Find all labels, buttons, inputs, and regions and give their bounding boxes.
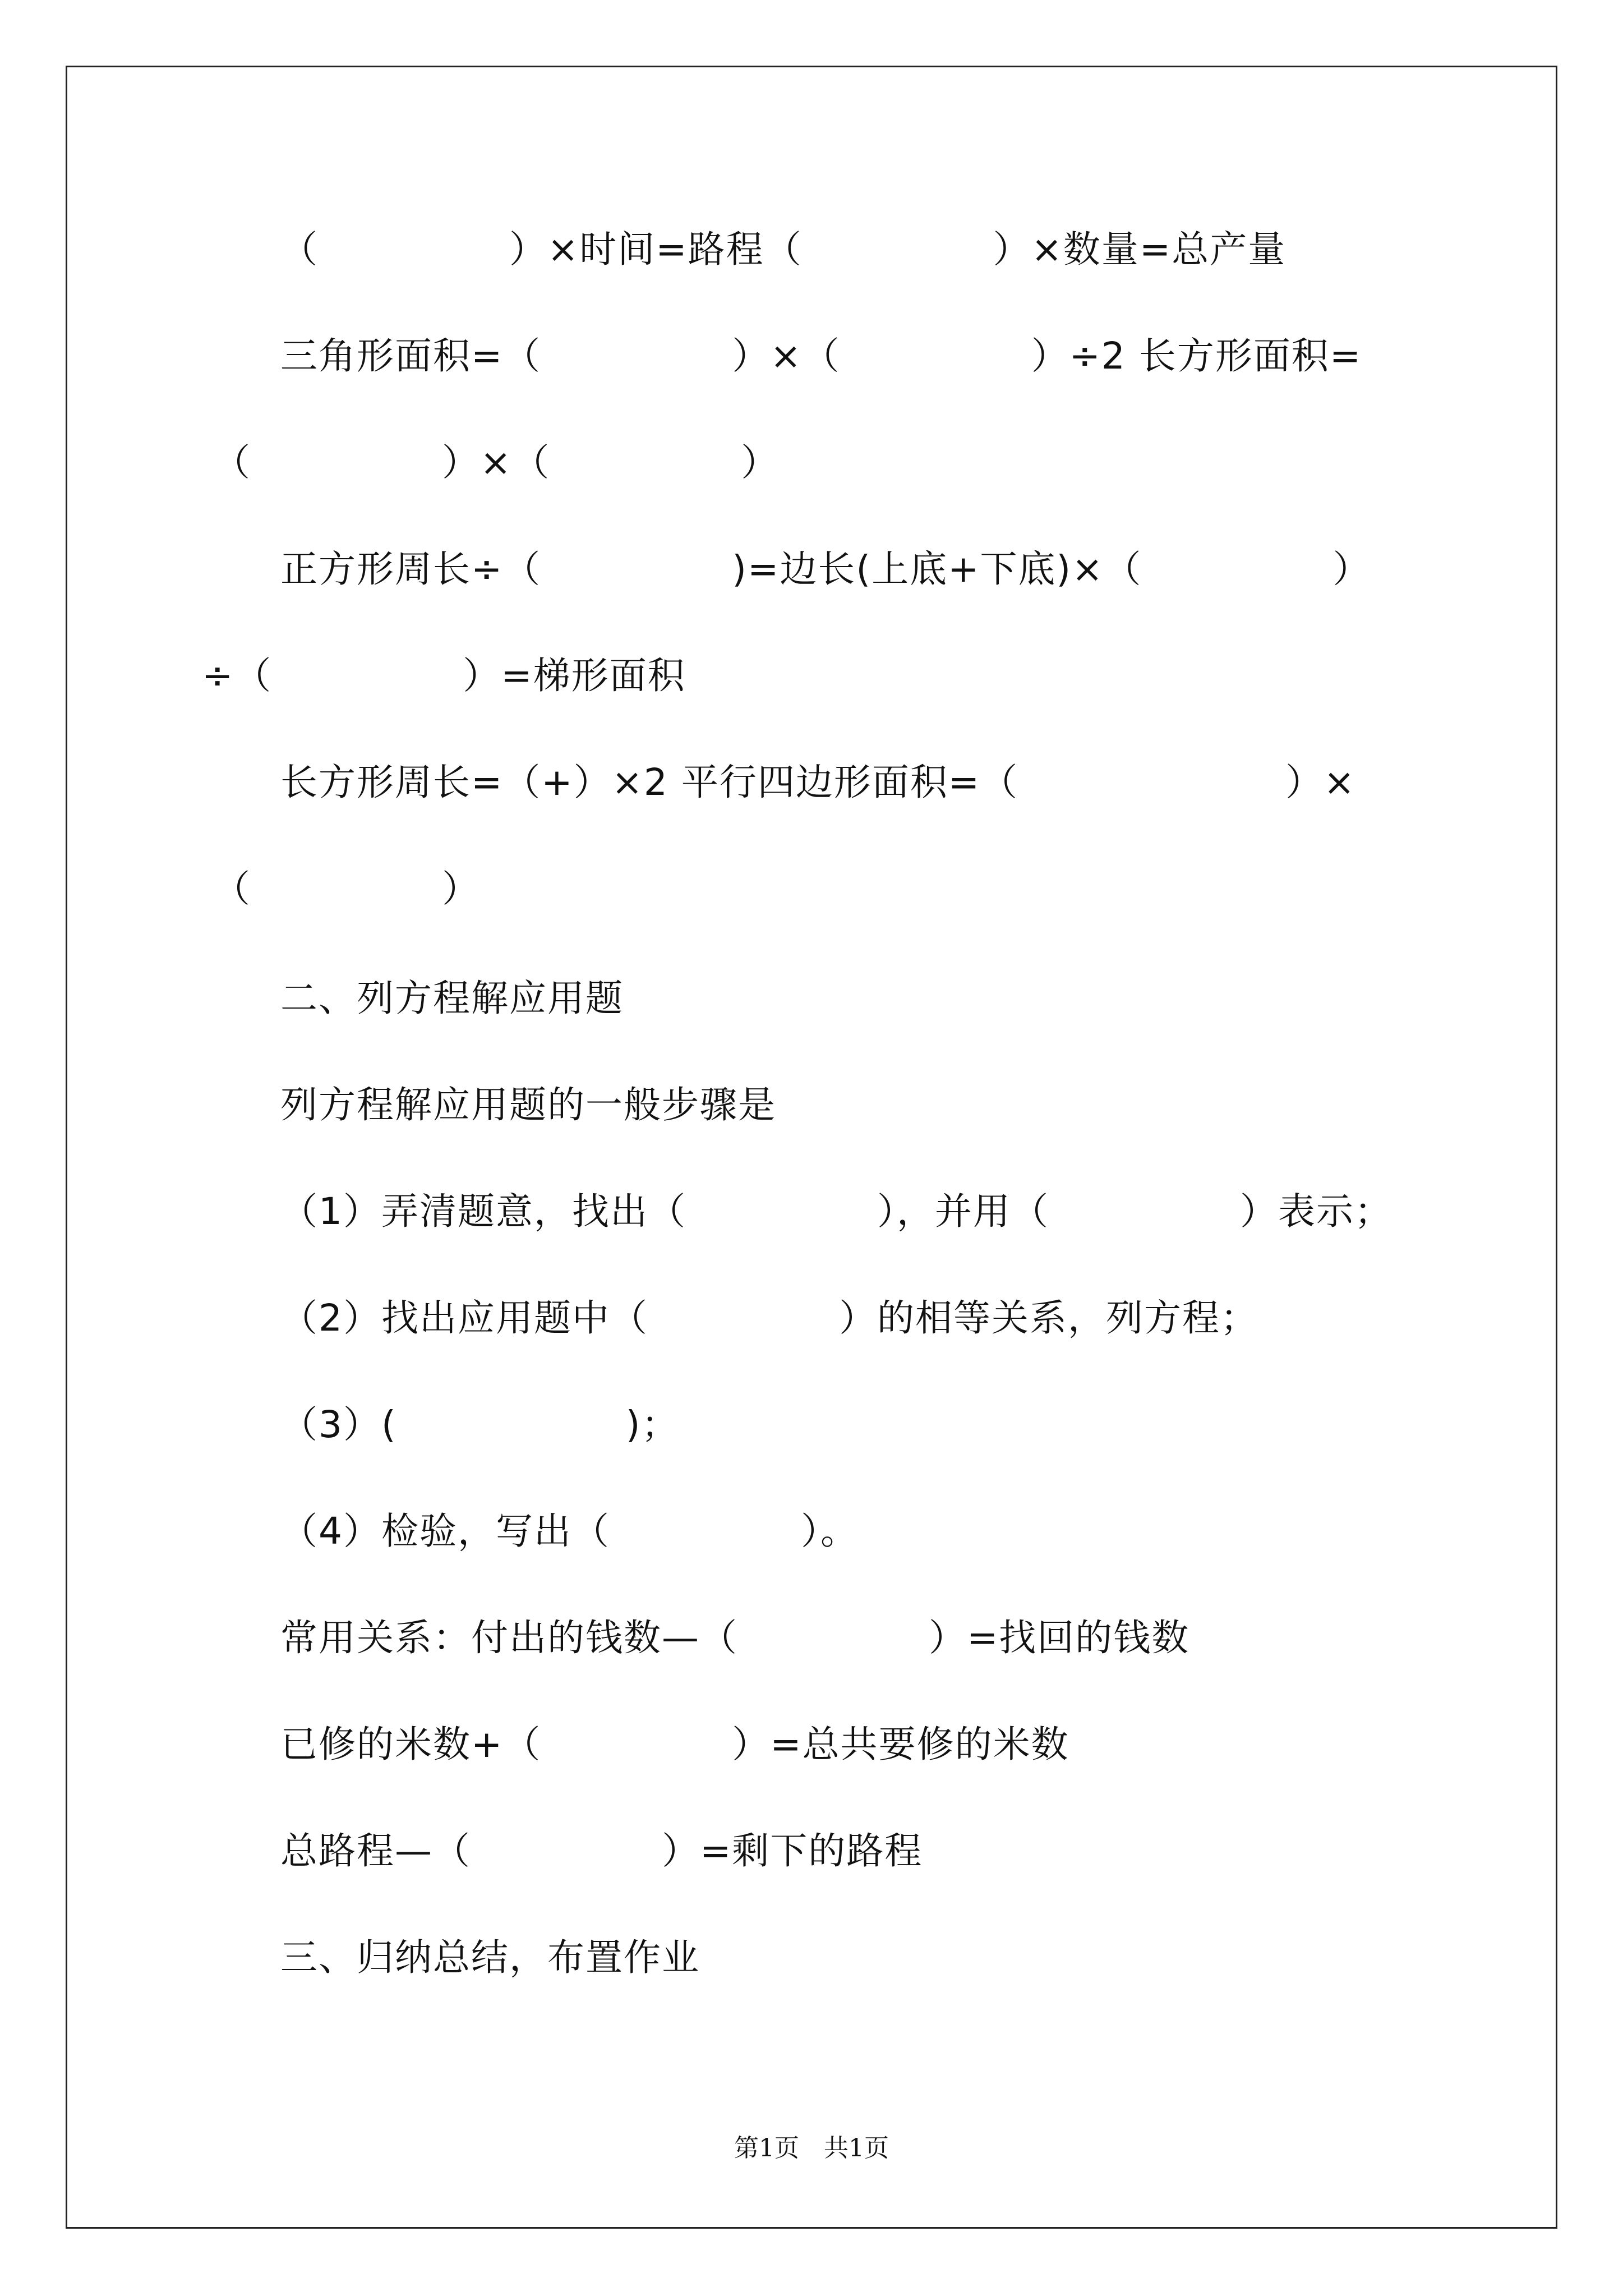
- section-heading-equations: 二、列方程解应用题: [280, 977, 624, 1020]
- step-2: （2）找出应用题中（ ）的相等关系，列方程；: [280, 1296, 1258, 1340]
- formula-line-parallelogram-cont: （ ）: [213, 867, 480, 910]
- relation-road-repair: 已修的米数+（ ）=总共要修的米数: [280, 1723, 1069, 1766]
- step-1: （1）弄清题意，找出（ ），并用（ ）表示；: [280, 1190, 1393, 1233]
- formula-line-trapezoid-area-cont: ÷（ ）=梯形面积: [202, 654, 686, 697]
- page-footer: 第1页 共1页: [734, 2134, 889, 2162]
- formula-line-triangle-area: 三角形面积=（ ）×（ ）÷2 长方形面积=: [280, 334, 1362, 378]
- steps-intro: 列方程解应用题的一般步骤是: [280, 1083, 776, 1126]
- relation-money: 常用关系：付出的钱数—（ ）=找回的钱数: [280, 1616, 1190, 1659]
- relation-distance: 总路程—（ ）=剩下的路程: [280, 1829, 923, 1872]
- formula-line-square-trapezoid: 正方形周长÷（ )=边长(上底+下底)×（ ）: [280, 547, 1371, 591]
- formula-line-rectangle-perimeter: 长方形周长=（+）×2 平行四边形面积=（ ）×: [280, 761, 1356, 804]
- section-heading-summary: 三、归纳总结，布置作业: [280, 1936, 700, 1979]
- step-4: （4）检验，写出（ ）。: [280, 1510, 859, 1553]
- formula-line-rectangle-area-cont: （ ）×（ ）: [213, 441, 780, 484]
- page-frame: [66, 66, 1557, 2229]
- formula-line-speed-output: （ ）×时间=路程（ ）×数量=总产量: [280, 228, 1287, 271]
- step-3: （3）( )；: [280, 1403, 680, 1446]
